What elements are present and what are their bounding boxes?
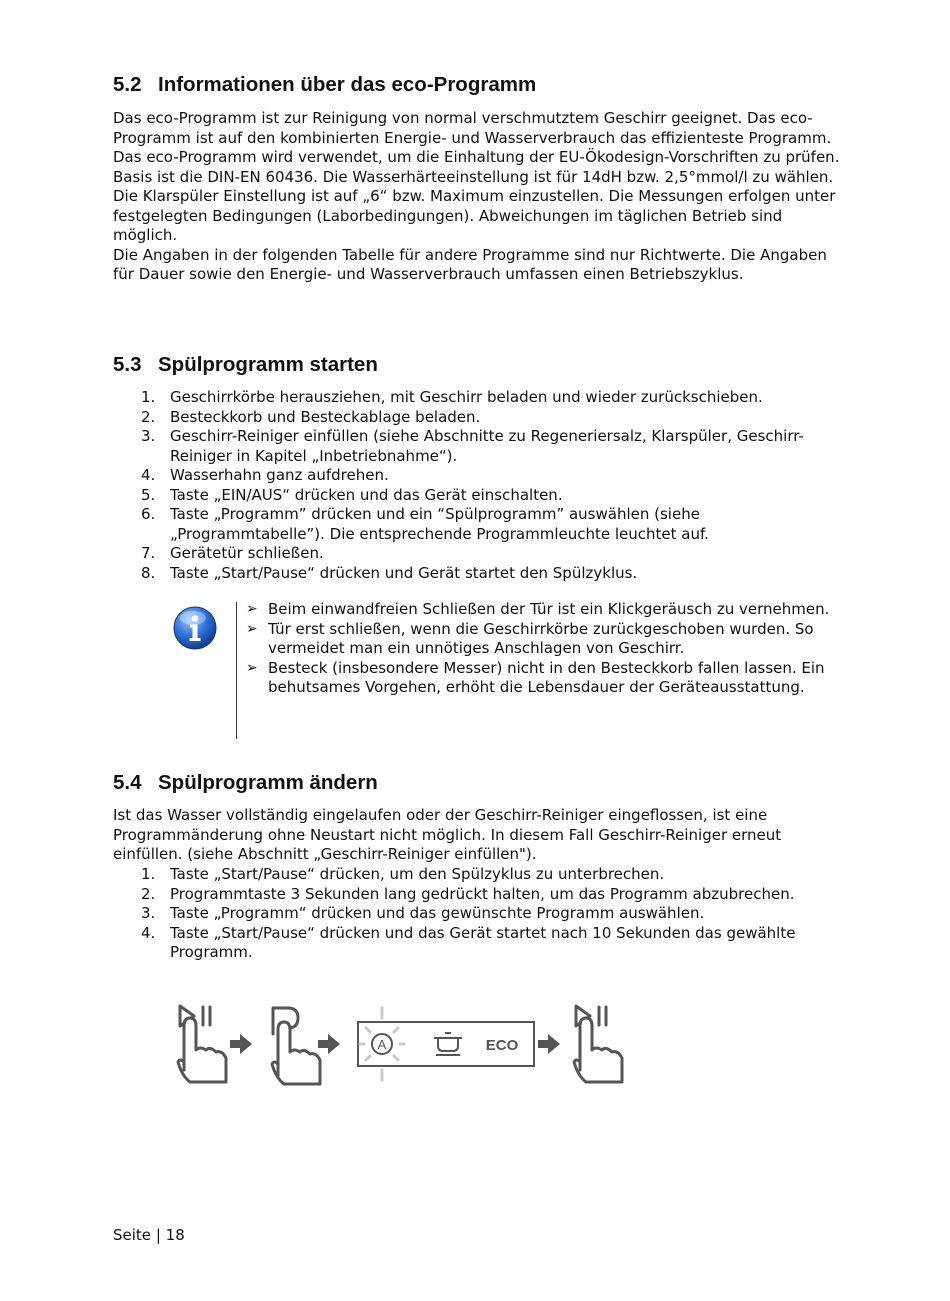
step-number: 7. bbox=[141, 544, 156, 562]
list-item bbox=[246, 659, 836, 698]
step-number: 4. bbox=[141, 466, 156, 484]
page-label: Seite bbox=[113, 1226, 152, 1244]
step-text: Gerätetür schließen. bbox=[170, 544, 324, 562]
step-text: Taste „EIN/AUS“ drücken und das Gerät einschalten. bbox=[170, 485, 563, 504]
list-item bbox=[113, 564, 848, 584]
list-item bbox=[113, 388, 848, 408]
step-text: Taste „Programm” drücken und ein “Spülprogramm” auswählen (siehe „Programmtabelle”). Die entsprechende Programmleuchte leuchtet auf. bbox=[170, 505, 709, 543]
paragraph: Ist das Wasser vollständig eingelaufen oder der Geschirr-Reiniger eingeflossen, ist eine Programmänderung ohne Neustart nicht möglich. In diesem Fall Geschirr-Reiniger erneut einfüllen. (siehe Abschnitt „Geschirr-Reiniger einfüllen"). bbox=[113, 806, 782, 863]
step-text: Besteckkorb und Besteckablage beladen. bbox=[170, 407, 481, 426]
arrow-bullet-icon: ➢ bbox=[246, 620, 258, 637]
note-text: Besteck (insbesondere Messer) nicht in den Besteckkorb fallen lassen. Ein behutsames Vorgehen, erhöht die Lebensdauer der Geräteausstattung. bbox=[268, 658, 825, 696]
step-number: 4. bbox=[141, 923, 156, 942]
step-text: Geschirr-Reiniger einfüllen (siehe Abschnitte zu Regeneriersalz, Klarspüler, Geschirr-Reiniger in Kapitel „Inbetriebnahme“). bbox=[170, 427, 804, 465]
list-item bbox=[113, 466, 848, 486]
section-title: Informationen über das eco-Programm bbox=[158, 73, 537, 96]
info-notes-list bbox=[246, 600, 836, 698]
page-footer bbox=[113, 1226, 185, 1244]
program-panel-icon bbox=[358, 1008, 534, 1080]
section-heading-change bbox=[113, 771, 378, 795]
list-item bbox=[113, 427, 848, 466]
start-pause-hand-icon bbox=[574, 1006, 622, 1082]
step-text: Taste „Start/Pause“ drücken und das Gerät startet nach 10 Sekunden das gewählte Programm. bbox=[170, 923, 796, 961]
step-text: Programmtaste 3 Sekunden lang gedrückt halten, um das Programm abzubrechen. bbox=[170, 884, 795, 903]
step-text: Geschirrkörbe herausziehen, mit Geschirr beladen und wieder zurückschieben. bbox=[170, 388, 763, 406]
step-text: Wasserhahn ganz aufdrehen. bbox=[170, 466, 389, 484]
paragraph: Die Angaben in der folgenden Tabelle für andere Programme sind nur Richtwerte. Die Angaben für Dauer sowie den Energie- und Wasserverbrauch umfassen einen Betriebszyklus. bbox=[113, 245, 827, 283]
note-text: Tür erst schließen, wenn die Geschirrkörbe zurückgeschoben wurden. So vermeidet man ein unnötiges Anschlagen von Geschirr. bbox=[268, 619, 814, 657]
step-number: 2. bbox=[141, 407, 156, 426]
page-separator: | bbox=[155, 1226, 161, 1244]
section-number: 5.2 bbox=[113, 73, 142, 96]
list-item bbox=[113, 505, 848, 544]
list-item bbox=[113, 544, 848, 564]
arrow-right-icon bbox=[230, 1034, 252, 1054]
step-number: 5. bbox=[141, 485, 156, 504]
start-pause-hand-icon bbox=[178, 1006, 226, 1082]
arrow-bullet-icon: ➢ bbox=[246, 601, 258, 617]
step-number: 3. bbox=[141, 904, 156, 922]
step-text: Taste „Start/Pause“ drücken und Gerät startet den Spülzyklus. bbox=[170, 563, 638, 582]
step-text: Taste „Start/Pause“ drücken, um den Spülzyklus zu unterbrechen. bbox=[170, 865, 665, 883]
arrow-right-icon bbox=[538, 1034, 560, 1054]
list-item bbox=[246, 600, 836, 620]
paragraph: Das eco-Programm ist zur Reinigung von normal verschmutztem Geschirr geeignet. Das eco-Programm ist auf den kombinierten Energie- und Wasserverbrauch das effizienteste Programm. bbox=[113, 109, 832, 147]
list-item bbox=[113, 885, 848, 905]
list-item bbox=[113, 486, 848, 506]
list-item bbox=[113, 924, 848, 963]
section-heading-eco bbox=[113, 73, 536, 97]
info-note-box bbox=[170, 600, 850, 740]
info-divider bbox=[236, 602, 237, 739]
auto-program-label: A bbox=[377, 1037, 387, 1052]
arrow-bullet-icon: ➢ bbox=[246, 659, 258, 676]
program-hand-icon bbox=[272, 1008, 320, 1084]
list-item bbox=[113, 904, 848, 924]
section-title: Spülprogramm starten bbox=[158, 353, 378, 376]
note-text: Beim einwandfreien Schließen der Tür ist ein Klickgeräusch zu vernehmen. bbox=[268, 600, 830, 618]
step-number: 1. bbox=[141, 865, 156, 883]
step-number: 8. bbox=[141, 563, 156, 582]
change-intro bbox=[113, 806, 848, 865]
section-heading-start bbox=[113, 353, 378, 377]
list-item bbox=[113, 865, 848, 885]
page-number: 18 bbox=[165, 1226, 185, 1244]
step-number: 1. bbox=[141, 388, 156, 406]
eco-description bbox=[113, 109, 848, 285]
list-item bbox=[246, 620, 836, 659]
info-icon bbox=[173, 606, 217, 650]
section-title: Spülprogramm ändern bbox=[158, 771, 378, 794]
section-number: 5.4 bbox=[113, 771, 142, 794]
list-item bbox=[113, 408, 848, 428]
paragraph: Das eco-Programm wird verwendet, um die Einhaltung der EU-Ökodesign-Vorschriften zu prüfen. Basis ist die DIN-EN 60436. Die Wasserhärteeinstellung ist für 14dH bzw. 2,5°mmol/l zu wählen. Die Klarspüler Einstellung ist auf „6“ bzw. Maximum einzustellen. Die Messungen erfolgen unter festgelegten Bedingungen (Laborbedingungen). Abweichungen im täglichen Betrieb sind möglich. bbox=[113, 148, 840, 244]
change-steps-list bbox=[113, 865, 848, 963]
step-number: 3. bbox=[141, 427, 156, 445]
eco-program-label: ECO bbox=[485, 1037, 519, 1054]
step-number: 2. bbox=[141, 884, 156, 903]
program-change-figure bbox=[170, 1000, 640, 1095]
arrow-right-icon bbox=[318, 1034, 340, 1054]
section-number: 5.3 bbox=[113, 353, 142, 376]
step-number: 6. bbox=[141, 505, 156, 523]
start-steps-list bbox=[113, 388, 848, 583]
step-text: Taste „Programm“ drücken und das gewünschte Programm auswählen. bbox=[170, 904, 705, 922]
